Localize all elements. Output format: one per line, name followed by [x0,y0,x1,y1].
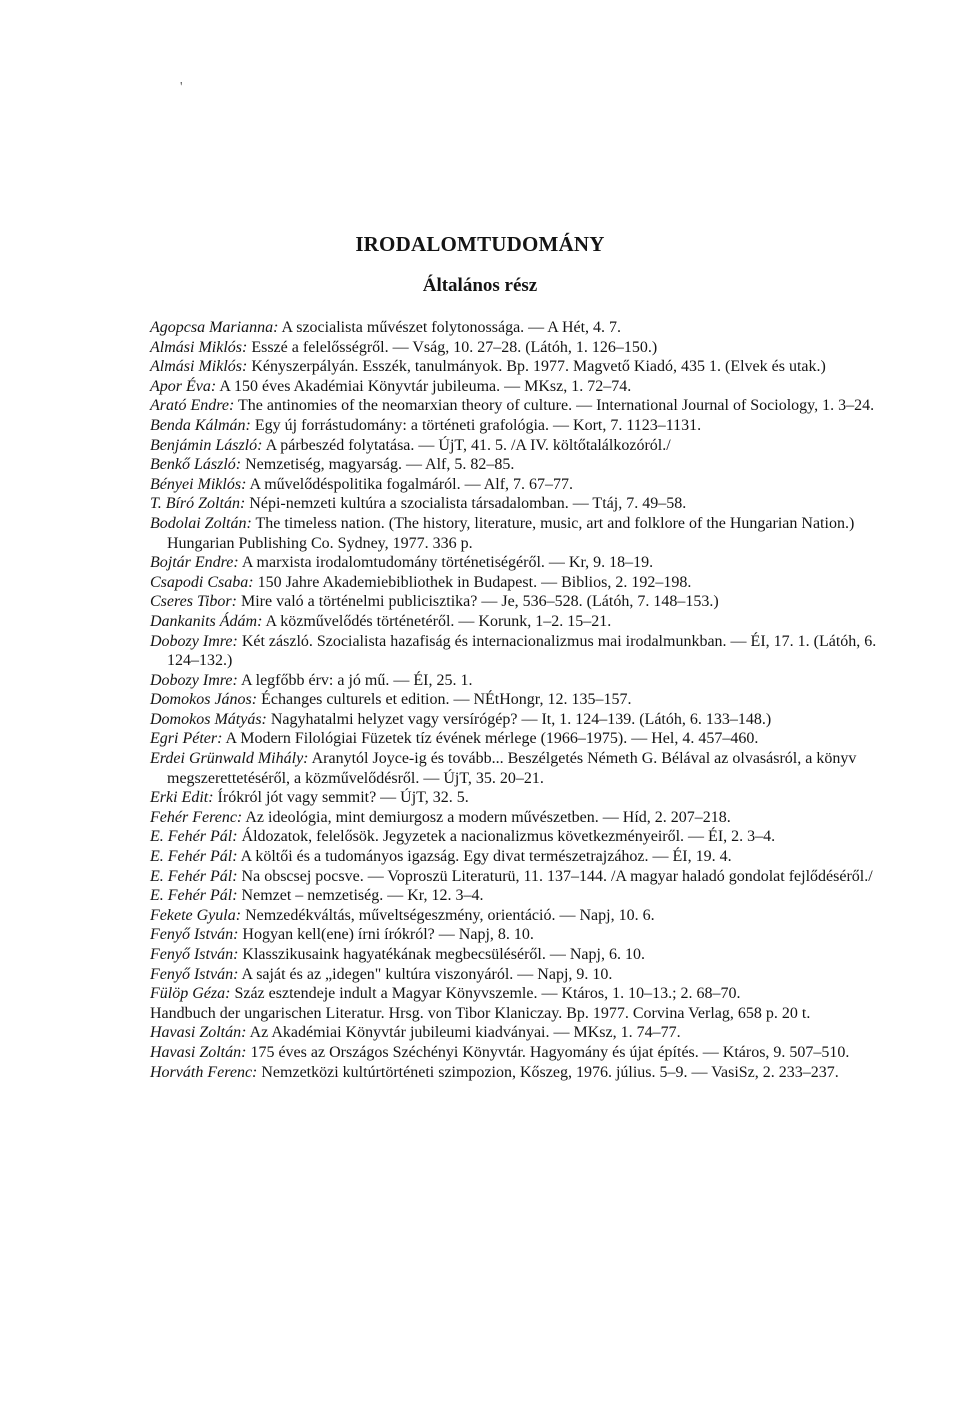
bibliography-entry [150,925,898,945]
entry-author: Bényei Miklós: [150,475,247,493]
entry-text: Nemzedékváltás, műveltségeszmény, orientáció. — Napj, 10. 6. [241,906,655,924]
entry-text: Az ideológia, mint demiurgosz a modern művészetben. — Híd, 2. 207–218. [242,808,731,826]
bibliography-entry [150,984,898,1004]
entry-text: Írókról jót vagy semmit? — ÚjT, 32. 5. [213,789,469,807]
bibliography-entry [150,788,898,808]
entry-author: Csapodi Csaba: [150,573,254,591]
entry-text: A saját és az „idegen" kultúra viszonyáról. — Napj, 9. 10. [238,965,613,983]
bibliography-list [150,318,898,1082]
bibliography-entry [150,867,898,887]
entry-author: Dobozy Imre: [150,671,238,689]
bibliography-entry [150,338,898,358]
bibliography-entry [150,612,898,632]
bibliography-entry [150,436,898,456]
entry-text: Két zászló. Szocialista hazafiság és internacionalizmus mai irodalmunkban. — ÉI, 17. 1. (Látóh, 6. 124–132.) [167,632,877,670]
bibliography-entry [150,827,898,847]
entry-text: A költői és a tudományos igazság. Egy divat természetrajzához. — ÉI, 19. 4. [237,848,732,866]
bibliography-entry [150,1023,898,1043]
page-title: IRODALOMTUDOMÁNY [355,232,605,256]
entry-text: Nemzetközi kultúrtörténeti szimpozion, Kőszeg, 1976. július. 5–9. — VasiSz, 2. 233–237. [257,1063,839,1081]
entry-text: Száz esztendeje indult a Magyar Könyvszemle. — Ktáros, 1. 10–13.; 2. 68–70. [230,985,741,1003]
entry-author: Fenyő István: [150,946,239,963]
bibliography-entry [150,1004,898,1024]
bibliography-entry [150,455,898,475]
entry-author: Almási Miklós: [150,358,248,376]
entry-text: The antinomies of the neomarxian theory of culture. — International Journal of Sociology, 1. 3–24. [234,397,875,415]
section-subtitle: Általános rész [422,275,538,296]
entry-author: Dobozy Imre: [150,632,238,650]
bibliography-entry [150,886,898,906]
entry-author: E. Fehér Pál: [150,887,238,905]
entry-author: Benda Kálmán: [150,416,251,434]
bibliography-entry [150,808,898,828]
entry-author: Fülöp Géza: [150,985,231,1003]
stray-mark: ' [180,80,183,95]
entry-text: A közművelődés történetéről. — Korunk, 1–2. 15–21. [262,612,612,630]
bibliography-entry [150,377,898,397]
entry-text: A párbeszéd folytatása. — ÚjT, 41. 5. /A IV. költőtalálkozóról./ [262,436,671,454]
entry-text: Egy új forrástudomány: a történeti grafológia. — Kort, 7. 1123–1131. [250,416,702,434]
entry-author: Havasi Zoltán: [150,1024,247,1042]
entry-text: Handbuch der ungarischen Literatur. Hrsg. von Tibor Klaniczay. Bp. 1977. Corvina Verlag, 658 p. 20 t. [150,1004,811,1022]
bibliography-entry [150,710,898,730]
bibliography-entry [150,396,898,416]
entry-text: A 150 éves Akadémiai Könyvtár jubileuma. — MKsz, 1. 72–74. [216,377,632,395]
entry-text: Échanges culturels et edition. — NÉtHongr, 12. 135–157. [257,691,632,709]
entry-author: Bodolai Zoltán: [150,514,252,532]
entry-author: Fenyő István: [150,926,239,944]
bibliography-entry [150,553,898,573]
bibliography-entry [150,475,898,495]
bibliography-entry [150,1063,898,1083]
entry-text: A legfőbb érv: a jó mű. — ÉI, 25. 1. [237,671,473,689]
bibliography-entry [150,945,898,965]
entry-text: Aranytól Joyce-ig és tovább... Beszélgetés Németh G. Bélával az olvasásról, a könyv megszerettetéséről, a közművelődésről. — ÚjT, 35. 20–21. [167,750,857,787]
entry-text: The timeless nation. (The history, literature, music, art and folklore of the Hungarian Nation.) Hungarian Publishing Co. Sydney, 1977. 336 p. [167,514,855,552]
entry-author: Domokos Mátyás: [150,710,267,728]
bibliography-entry [150,671,898,691]
entry-text: Az Akadémiai Könyvtár jubileumi kiadványai. — MKsz, 1. 74–77. [246,1024,681,1042]
entry-author: Havasi Zoltán: [150,1043,247,1061]
entry-text: A szocialista művészet folytonossága. — A Hét, 4. 7. [278,319,622,336]
bibliography-entry [150,318,898,338]
bibliography-entry [150,514,898,553]
entry-author: Benkő László: [150,456,242,474]
entry-author: Cseres Tibor: [150,593,237,611]
entry-text: 175 éves az Országos Széchényi Könyvtár. Hagyomány és újat építés. — Ktáros, 9. 507–510. [246,1043,850,1061]
bibliography-entry [150,749,898,788]
entry-text: Na obscsej pocsve. — Voproszü Literaturü, 11. 137–144. /A magyar haladó gondolat fejlődéséről./ [237,867,873,885]
entry-text: Hogyan kell(ene) írni írókról? — Napj, 8. 10. [238,926,534,944]
entry-author: Bojtár Endre: [150,554,239,572]
entry-author: Agopcsa Marianna: [150,319,279,336]
entry-text: A Modern Filológiai Füzetek tíz évének mérlege (1966–1975). — Hel, 4. 457–460. [222,730,759,748]
entry-text: Kényszerpályán. Esszék, tanulmányok. Bp. 1977. Magvető Kiadó, 435 1. (Elvek és utak.) [247,358,826,376]
bibliography-entry [150,729,898,749]
entry-author: Egri Péter: [150,730,223,748]
entry-author: Fenyő István: [150,965,239,983]
entry-author: Domokos János: [150,691,258,709]
entry-author: Fekete Gyula: [150,906,242,924]
bibliography-entry [150,494,898,514]
entry-author: Arató Endre: [150,397,235,415]
entry-text: Nagyhatalmi helyzet vagy versírógép? — It, 1. 124–139. (Látóh, 6. 133–148.) [266,710,772,728]
bibliography-entry [150,416,898,436]
entry-text: Áldozatok, felelősök. Jegyzetek a nacionalizmus következményeiről. — ÉI, 2. 3–4. [237,828,776,846]
bibliography-entry [150,965,898,985]
entry-text: A marxista irodalomtudomány történetiségéről. — Kr, 9. 18–19. [238,554,654,572]
entry-text: Népi-nemzeti kultúra a szocialista társadalomban. — Ttáj, 7. 49–58. [245,495,687,513]
entry-author: Horváth Ferenc: [150,1063,258,1081]
entry-text: Mire való a történelmi publicisztika? — Je, 536–528. (Látóh, 7. 148–153.) [236,593,719,611]
entry-author: Dankanits Ádám: [150,612,263,630]
entry-author: Almási Miklós: [150,338,248,356]
bibliography-entry [150,690,898,710]
entry-author: E. Fehér Pál: [150,848,238,866]
bibliography-entry [150,1043,898,1063]
bibliography-entry [150,357,898,377]
entry-text: Nemzet – nemzetiség. — Kr, 12. 3–4. [237,887,484,905]
entry-text: Esszé a felelősségről. — Vság, 10. 27–28. (Látóh, 1. 126–150.) [247,338,658,356]
bibliography-entry [150,592,898,612]
bibliography-entry [150,847,898,867]
bibliography-entry [150,632,898,671]
entry-author: Erdei Grünwald Mihály: [150,750,309,768]
entry-author: Erki Edit: [150,789,214,807]
bibliography-entry [150,906,898,926]
entry-text: A művelődéspolitika fogalmáról. — Alf, 7. 67–77. [246,475,574,493]
entry-author: E. Fehér Pál: [150,867,238,885]
entry-author: Fehér Ferenc: [150,808,243,826]
bibliography-entry [150,573,898,593]
entry-text: Nemzetiség, magyarság. — Alf, 5. 82–85. [241,456,515,474]
entry-text: 150 Jahre Akademiebibliothek in Budapest. — Biblios, 2. 192–198. [253,573,692,591]
entry-author: T. Bíró Zoltán: [150,495,246,513]
entry-author: E. Fehér Pál: [150,828,238,846]
entry-author: Benjámin László: [150,436,263,454]
entry-text: Klasszikusaink hagyatékának megbecsüléséről. — Napj, 6. 10. [238,946,645,963]
entry-author: Apor Éva: [150,377,217,395]
